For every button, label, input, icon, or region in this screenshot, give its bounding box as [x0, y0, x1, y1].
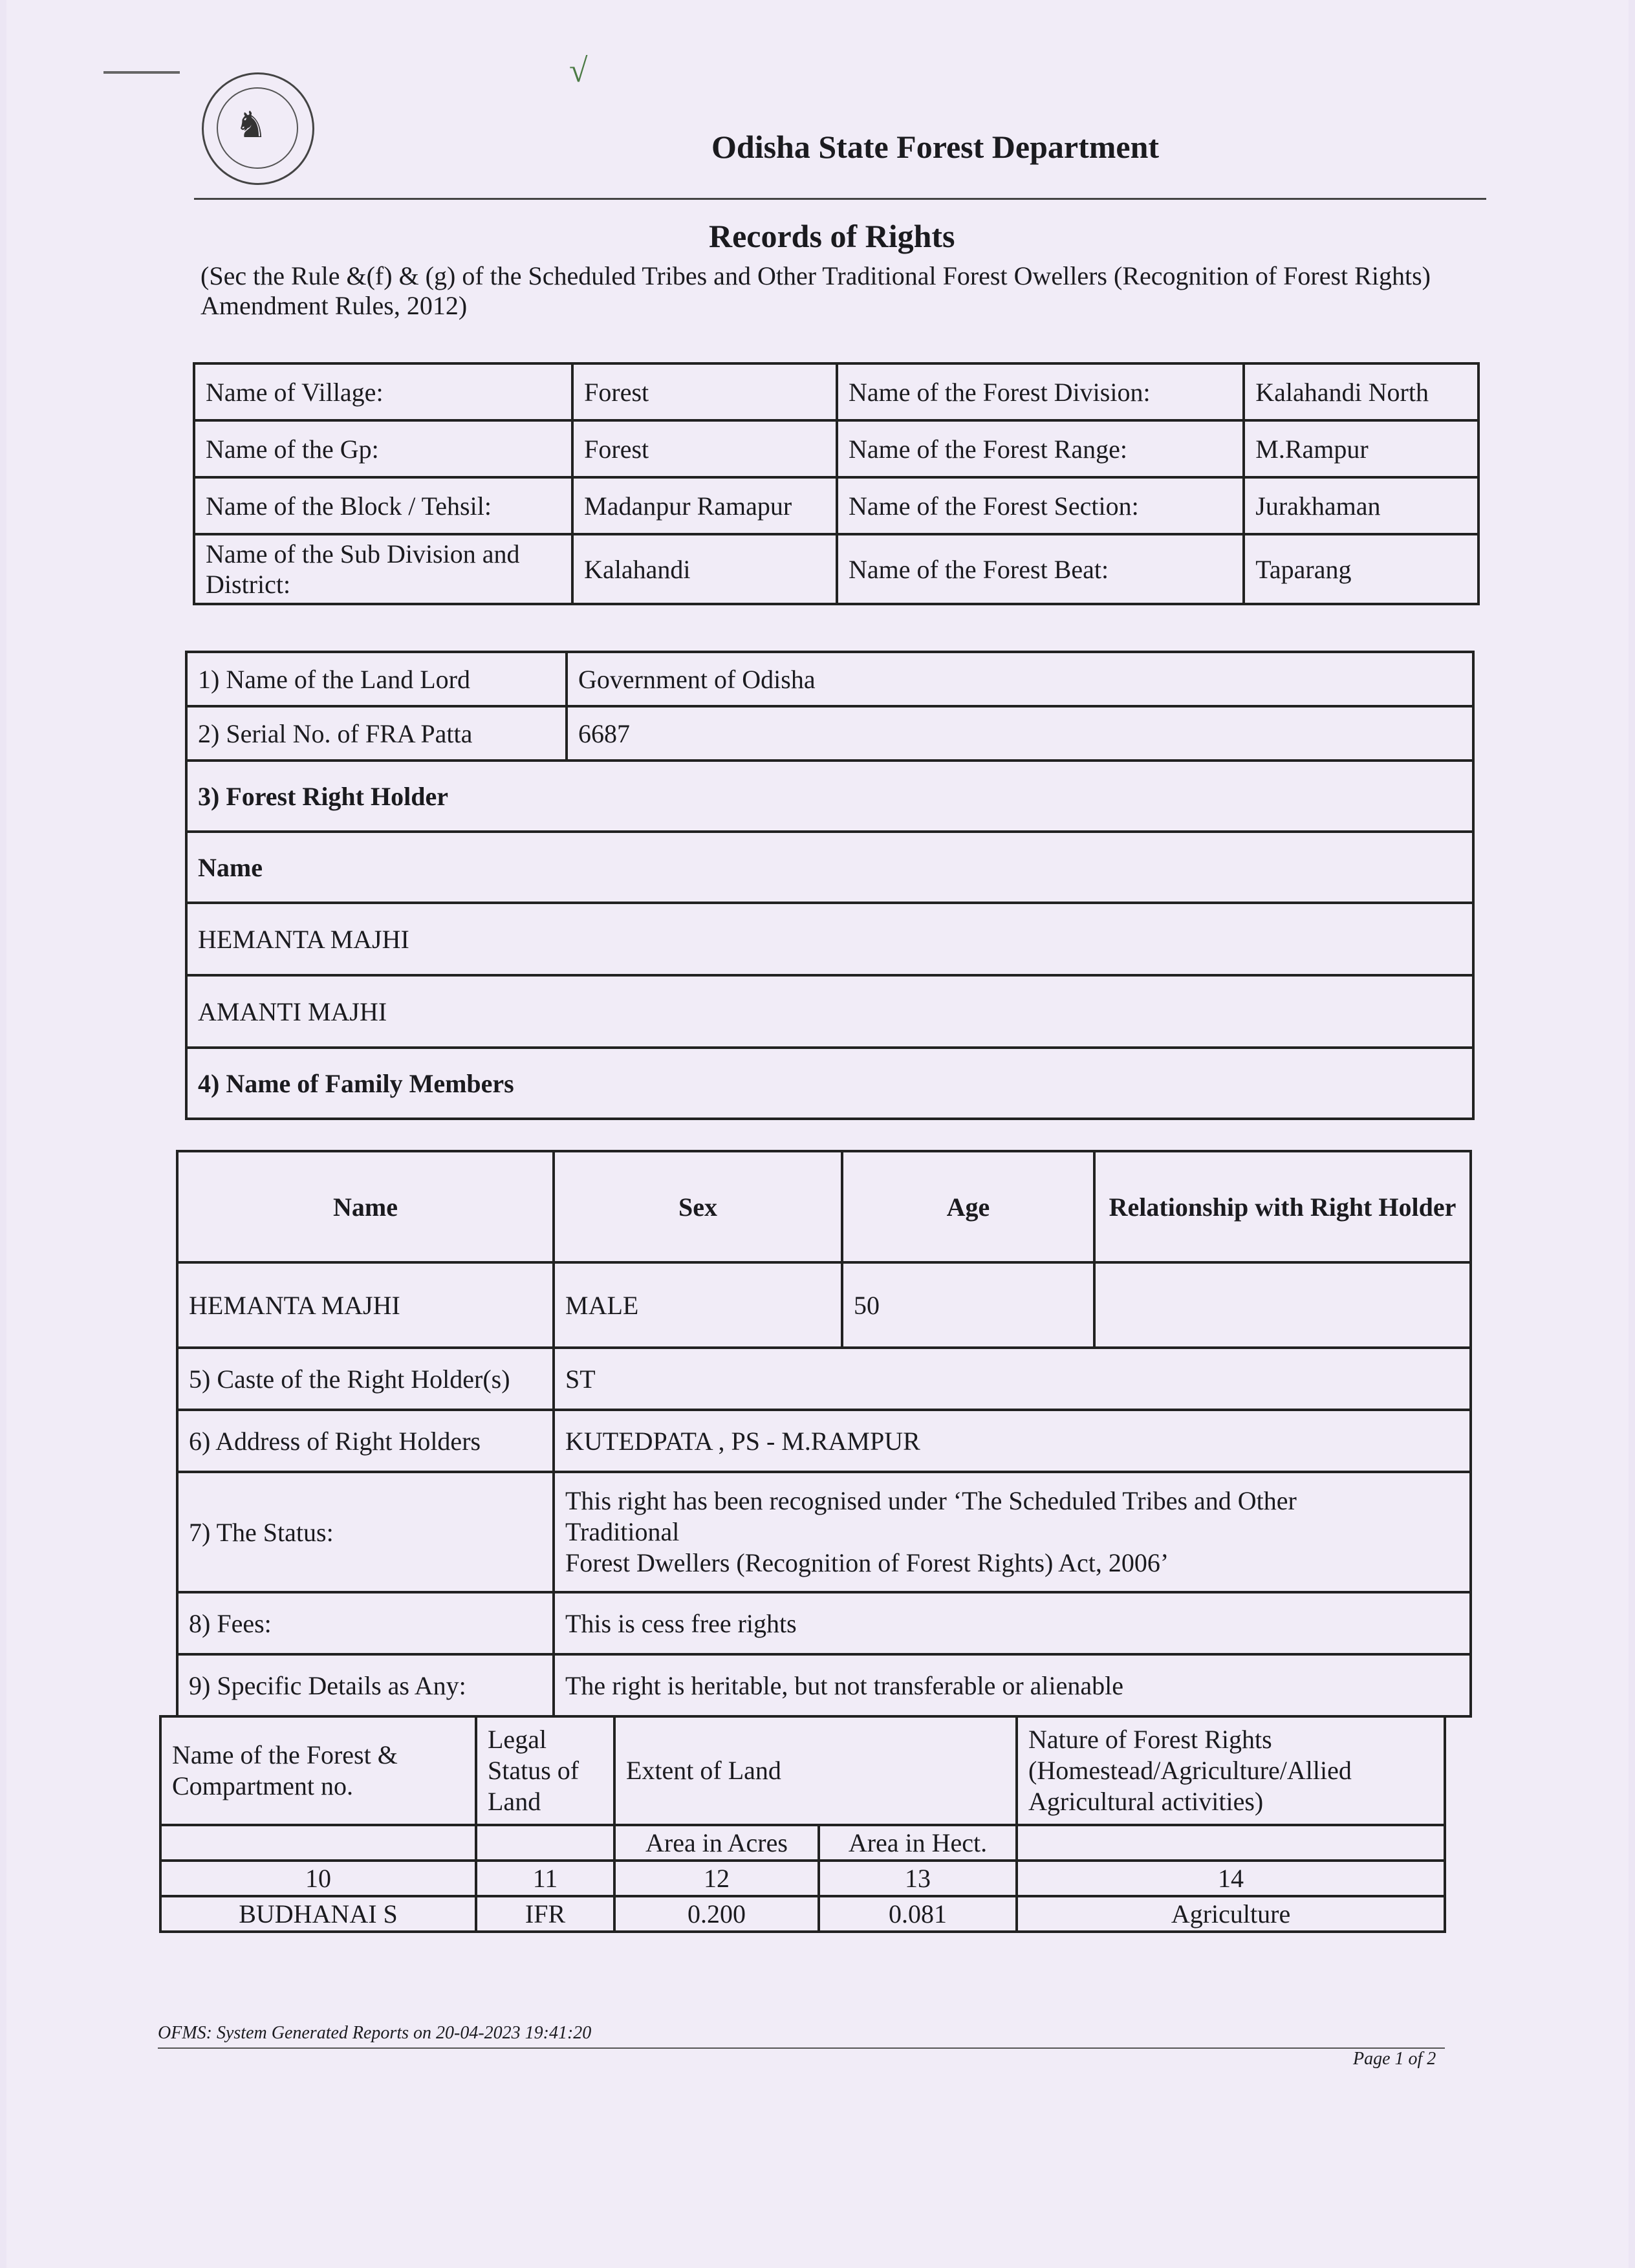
- table-row: [194, 363, 1478, 420]
- table-row: [186, 761, 1473, 832]
- block-label: Name of the Block / Tehsil:: [194, 477, 572, 534]
- col-number: 11: [476, 1861, 614, 1896]
- land-sub-hect: Area in Hect.: [819, 1825, 1017, 1861]
- table-row: [186, 832, 1473, 903]
- table-row: [194, 477, 1478, 534]
- landlord-value: Government of Odisha: [567, 652, 1473, 706]
- fees-label: 8) Fees:: [177, 1592, 554, 1654]
- land-col-nature: Nature of Forest Rights (Homestead/Agriculture/Allied Agricultural activities): [1017, 1716, 1445, 1825]
- empty-cell: [476, 1825, 614, 1861]
- family-header-row: [177, 1151, 1471, 1262]
- land-number-row: [160, 1861, 1445, 1896]
- village-value: Forest: [572, 363, 837, 420]
- table-row: [177, 1262, 1471, 1348]
- address-label: 6) Address of Right Holders: [177, 1410, 554, 1472]
- table-row: [177, 1654, 1471, 1716]
- holder-name: HEMANTA MAJHI: [186, 903, 1473, 975]
- footer-divider: [158, 2047, 1445, 2049]
- section-label: Name of the Forest Section:: [837, 477, 1244, 534]
- family-col-age: Age: [842, 1151, 1094, 1262]
- col-number: 10: [160, 1861, 476, 1896]
- land-forest-value: BUDHANAI S: [160, 1896, 476, 1932]
- patta-label: 2) Serial No. of FRA Patta: [186, 706, 567, 761]
- record-table: [185, 651, 1475, 1120]
- land-header-row: [160, 1716, 1445, 1825]
- location-table: [193, 362, 1480, 605]
- table-row: [177, 1472, 1471, 1592]
- specific-label: 9) Specific Details as Any:: [177, 1654, 554, 1716]
- table-row: [160, 1896, 1445, 1932]
- range-value: M.Rampur: [1244, 420, 1478, 477]
- pen-mark: [103, 71, 180, 74]
- rule-reference: (Sec the Rule &(f) & (g) of the Scheduled Tribes and Other Traditional Forest Owellers (Recognition of Forest Rights) Amendment Rules, 2012): [200, 261, 1431, 320]
- family-col-name: Name: [177, 1151, 554, 1262]
- empty-cell: [160, 1825, 476, 1861]
- status-line: This right has been recognised under ‘The Scheduled Tribes and Other: [565, 1486, 1297, 1515]
- range-label: Name of the Forest Range:: [837, 420, 1244, 477]
- patta-value: 6687: [567, 706, 1473, 761]
- table-row: [186, 1048, 1473, 1119]
- land-acres-value: 0.200: [614, 1896, 819, 1932]
- land-nature-value: Agriculture: [1017, 1896, 1445, 1932]
- land-col-legal: Legal Status of Land: [476, 1716, 614, 1825]
- subdivision-label: Name of the Sub Division and District:: [194, 534, 572, 604]
- family-details-table: [176, 1150, 1472, 1718]
- table-row: [194, 534, 1478, 604]
- table-row: [186, 903, 1473, 975]
- family-col-relationship: Relationship with Right Holder: [1094, 1151, 1471, 1262]
- family-col-sex: Sex: [554, 1151, 842, 1262]
- holder-name-heading: Name: [186, 832, 1473, 903]
- empty-cell: [1017, 1825, 1445, 1861]
- family-member-sex: MALE: [554, 1262, 842, 1348]
- page-number: Page 1 of 2: [1353, 2049, 1436, 2069]
- division-label: Name of the Forest Division:: [837, 363, 1244, 420]
- header-divider: [194, 198, 1486, 200]
- gp-label: Name of the Gp:: [194, 420, 572, 477]
- caste-label: 5) Caste of the Right Holder(s): [177, 1348, 554, 1410]
- col-number: 14: [1017, 1861, 1445, 1896]
- beat-label: Name of the Forest Beat:: [837, 534, 1244, 604]
- check-mark: √: [569, 52, 588, 89]
- table-row: [177, 1592, 1471, 1654]
- division-value: Kalahandi North: [1244, 363, 1478, 420]
- status-line: Forest Dwellers (Recognition of Forest Rights) Act, 2006’: [565, 1548, 1169, 1577]
- status-line: Traditional: [565, 1517, 680, 1546]
- status-label: 7) The Status:: [177, 1472, 554, 1592]
- family-member-relationship: [1094, 1262, 1471, 1348]
- table-row: [186, 652, 1473, 706]
- address-value: KUTEDPATA , PS - M.RAMPUR: [554, 1410, 1471, 1472]
- table-row: [194, 420, 1478, 477]
- family-member-name: HEMANTA MAJHI: [177, 1262, 554, 1348]
- col-number: 12: [614, 1861, 819, 1896]
- land-subheader-row: [160, 1825, 1445, 1861]
- document-title: Records of Rights: [709, 218, 955, 254]
- land-sub-acres: Area in Acres: [614, 1825, 819, 1861]
- table-row: [177, 1348, 1471, 1410]
- family-member-age: 50: [842, 1262, 1094, 1348]
- table-row: [186, 706, 1473, 761]
- landlord-label: 1) Name of the Land Lord: [186, 652, 567, 706]
- beat-value: Taparang: [1244, 534, 1478, 604]
- department-name: Odisha State Forest Department: [711, 129, 1160, 165]
- holder-name: AMANTI MAJHI: [186, 975, 1473, 1048]
- land-hect-value: 0.081: [819, 1896, 1017, 1932]
- odisha-emblem-seal: ♞: [202, 72, 314, 185]
- gp-value: Forest: [572, 420, 837, 477]
- land-col-extent: Extent of Land: [614, 1716, 1017, 1825]
- document-page: [6, 0, 1629, 2268]
- village-label: Name of Village:: [194, 363, 572, 420]
- col-number: 13: [819, 1861, 1017, 1896]
- table-row: [177, 1410, 1471, 1472]
- section-value: Jurakhaman: [1244, 477, 1478, 534]
- land-legal-value: IFR: [476, 1896, 614, 1932]
- generated-timestamp: OFMS: System Generated Reports on 20-04-2023 19:41:20: [158, 2023, 592, 2043]
- caste-value: ST: [554, 1348, 1471, 1410]
- block-value: Madanpur Ramapur: [572, 477, 837, 534]
- land-col-forest: Name of the Forest & Compartment no.: [160, 1716, 476, 1825]
- family-members-heading: 4) Name of Family Members: [186, 1048, 1473, 1119]
- subdivision-value: Kalahandi: [572, 534, 837, 604]
- right-holder-heading: 3) Forest Right Holder: [186, 761, 1473, 832]
- land-table: [159, 1715, 1446, 1933]
- fees-value: This is cess free rights: [554, 1592, 1471, 1654]
- specific-value: The right is heritable, but not transferable or alienable: [554, 1654, 1471, 1716]
- status-value: [554, 1472, 1471, 1592]
- table-row: [186, 975, 1473, 1048]
